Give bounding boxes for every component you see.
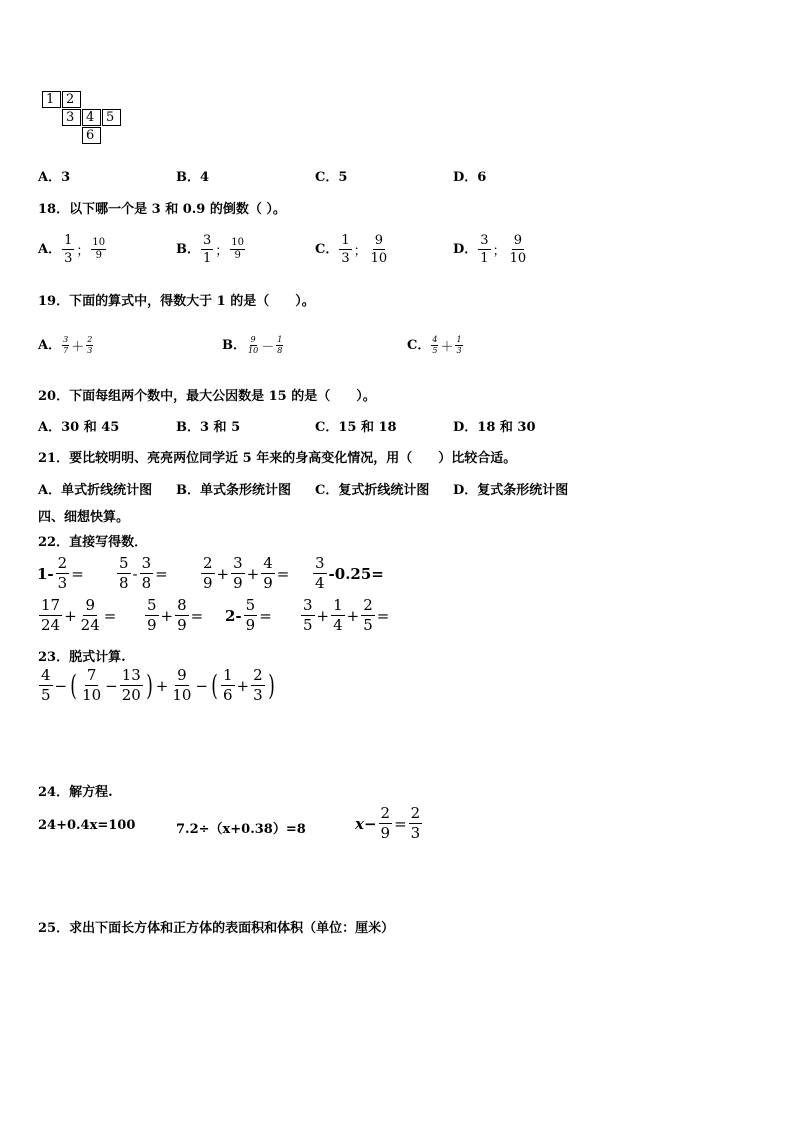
fraction: $\frac{1}{4}$ [333, 596, 343, 634]
q17-option-b: B．4 [176, 170, 210, 185]
fraction: $\frac{8}{9}$ [177, 596, 187, 634]
q19-option-a: A． $\frac{3}{7}$ ＋ $\frac{2}{3}$ [38, 335, 93, 355]
q18-option-c: C． $\frac{1}{3}$ ； $\frac{9}{10}$ [315, 233, 388, 266]
fraction: $\frac{4}{9}$ [263, 554, 273, 592]
q22-expr-4: $\frac{3}{4}$ -0.25= [315, 554, 384, 592]
q18-option-d: D． $\frac{3}{1}$ ； $\frac{9}{10}$ [453, 233, 527, 266]
net-cell-1: 1 [42, 91, 61, 108]
net-cell-5: 5 [102, 109, 121, 126]
fraction: $\frac{1}{6}$ [222, 666, 233, 704]
fraction: $\frac{2}{3}$ [57, 554, 68, 592]
q19-a-label: A． [38, 338, 62, 353]
net-cell-2: 2 [62, 91, 81, 108]
q18-d-label: D． [453, 242, 478, 257]
fraction: $\frac{2}{9}$ [380, 804, 391, 842]
q22-stem: 22．直接写得数． [38, 535, 148, 550]
q18-stem: 18．以下哪一个是 3 和 0.9 的倒数（ ）。 [38, 202, 286, 217]
fraction: $\frac{9}{10}$ [248, 335, 259, 355]
fraction: $\frac{9}{10}$ [172, 666, 192, 704]
q22-expr-8: $\frac{3}{5}$ + $\frac{1}{4}$ + $\frac{2}{5}$ = [303, 596, 390, 634]
fraction: $\frac{3}{8}$ [141, 554, 152, 592]
fraction: $\frac{9}{24}$ [80, 596, 100, 634]
fraction: $\frac{2}{3}$ [410, 804, 421, 842]
q22-expr-7: 2- $\frac{5}{9}$ = [225, 596, 272, 634]
fraction: $\frac{10}{9}$ [92, 237, 106, 261]
q21-option-a: A．单式折线统计图 [38, 483, 153, 498]
q20-option-b: B．3 和 5 [176, 420, 241, 435]
q23-expression: $\frac{4}{5}$ − ( $\frac{7}{10}$ − $\frac{13}{20}$ ) + $\frac{9}{10}$ − ( $\frac{1}{6}$ + $\frac{2}{3}$ ) [41, 666, 275, 704]
q24-equation-1: 24+0.4x=100 [38, 818, 136, 833]
fraction: $\frac{3}{5}$ [303, 596, 313, 634]
fraction: $\frac{10}{9}$ [231, 237, 245, 261]
fraction: $\frac{3}{1}$ [203, 233, 212, 266]
fraction: $\frac{17}{24}$ [41, 596, 61, 634]
q17-option-d: D．6 [453, 170, 487, 185]
q21-option-d: D．复式条形统计图 [453, 483, 569, 498]
net-cell-6: 6 [82, 127, 101, 144]
fraction: $\frac{3}{7}$ [63, 335, 69, 355]
fraction: $\frac{9}{10}$ [509, 233, 527, 266]
fraction: $\frac{9}{10}$ [370, 233, 388, 266]
fraction: $\frac{13}{20}$ [121, 666, 141, 704]
fraction: $\frac{3}{4}$ [315, 554, 325, 592]
fraction: $\frac{3}{1}$ [480, 233, 489, 266]
fraction: $\frac{5}{9}$ [147, 596, 157, 634]
fraction: $\frac{2}{5}$ [363, 596, 373, 634]
q18-c-label: C． [315, 242, 339, 257]
fraction: $\frac{1}{3}$ [64, 233, 73, 266]
fraction: $\frac{2}{3}$ [87, 335, 93, 355]
fraction: $\frac{1}{3}$ [456, 335, 462, 355]
net-cell-4: 4 [82, 109, 101, 126]
q21-stem: 21．要比较明明、亮亮两位同学近 5 年来的身高变化情况，用（ ）比较合适。 [38, 451, 517, 466]
fraction: $\frac{5}{9}$ [245, 596, 256, 634]
q17-option-a: A．3 [38, 170, 71, 185]
q20-option-a: A．30 和 45 [38, 420, 120, 435]
q19-b-label: B． [222, 338, 246, 353]
fraction: $\frac{1}{3}$ [341, 233, 350, 266]
q22-expr-3: $\frac{2}{9}$ + $\frac{3}{9}$ + $\frac{4}{9}$ = [203, 554, 290, 592]
q20-stem: 20．下面每组两个数中，最大公因数是 15 的是（ ）。 [38, 389, 376, 404]
q17-option-c: C．5 [315, 170, 348, 185]
q20-option-c: C．15 和 18 [315, 420, 397, 435]
section-heading: 四、细想快算。 [38, 510, 130, 525]
q22-expr-5: $\frac{17}{24}$ + $\frac{9}{24}$ = [41, 596, 117, 634]
fraction: $\frac{1}{8}$ [277, 335, 283, 355]
q22-expr-2: $\frac{5}{8}$ - $\frac{3}{8}$ = [119, 554, 168, 592]
q22-expr-1: 1- $\frac{2}{3}$ = [37, 554, 84, 592]
fraction: $\frac{4}{5}$ [432, 335, 438, 355]
q18-option-a: A． $\frac{1}{3}$ ； $\frac{10}{9}$ [38, 233, 106, 266]
q23-stem: 23．脱式计算. [38, 650, 126, 665]
fraction: $\frac{3}{9}$ [233, 554, 243, 592]
q24-equation-2: 7.2÷（x+0.38）=8 [176, 822, 306, 837]
q19-stem: 19．下面的算式中，得数大于 1 的是（ ）。 [38, 294, 315, 309]
q18-a-label: A． [38, 242, 62, 257]
q24-equation-3: x− $\frac{2}{9}$ = $\frac{2}{3}$ [355, 804, 421, 842]
q18-option-b: B． $\frac{3}{1}$ ； $\frac{10}{9}$ [176, 233, 245, 266]
q18-b-label: B． [176, 242, 200, 257]
q22-expr-6: $\frac{5}{9}$ + $\frac{8}{9}$ = [147, 596, 204, 634]
q20-option-d: D．18 和 30 [453, 420, 536, 435]
q21-option-b: B．单式条形统计图 [176, 483, 291, 498]
q24-stem: 24．解方程. [38, 785, 113, 800]
fraction: $\frac{2}{3}$ [253, 666, 263, 704]
q19-option-c: C． $\frac{4}{5}$ ＋ $\frac{1}{3}$ [407, 335, 462, 355]
fraction: $\frac{4}{5}$ [41, 666, 51, 704]
fraction: $\frac{2}{9}$ [203, 554, 213, 592]
net-cell-3: 3 [62, 109, 81, 126]
q21-option-c: C．复式折线统计图 [315, 483, 430, 498]
fraction: $\frac{7}{10}$ [82, 666, 102, 704]
q25-stem: 25．求出下面长方体和正方体的表面积和体积（单位：厘米） [38, 921, 395, 936]
q19-c-label: C． [407, 338, 431, 353]
q19-option-b: B． $\frac{9}{10}$ － $\frac{1}{8}$ [222, 335, 283, 355]
fraction: $\frac{5}{8}$ [119, 554, 129, 592]
